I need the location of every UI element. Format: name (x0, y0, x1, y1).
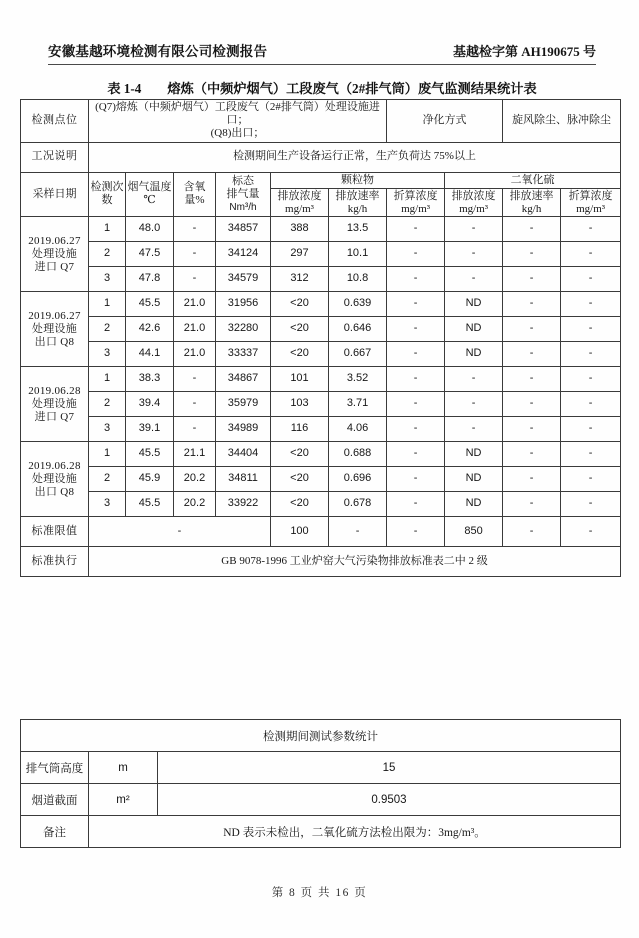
cell-times: 1 (89, 292, 126, 317)
cell-pm-adjusted: - (387, 317, 445, 342)
cell-oxygen: - (174, 417, 216, 442)
cell-flow: 33922 (216, 492, 271, 517)
cell-pm-concentration: <20 (271, 467, 329, 492)
cell-times: 1 (89, 442, 126, 467)
parameter-unit-duct-section: m² (89, 784, 158, 816)
sample-date-label: 2019.06.27 处理设施 进口 Q7 (21, 217, 89, 292)
cell-times: 2 (89, 317, 126, 342)
cell-so2-concentration: ND (445, 342, 503, 367)
cell-so2-concentration: - (445, 217, 503, 242)
cell-so2-concentration: ND (445, 292, 503, 317)
cell-pm-adjusted: - (387, 267, 445, 292)
parameter-row (21, 784, 621, 816)
cell-temperature: 48.0 (126, 217, 174, 242)
parameter-value-stack-height: 15 (158, 752, 621, 784)
remark-row (21, 816, 621, 848)
cell-temperature: 42.6 (126, 317, 174, 342)
table-header-row-1 (21, 172, 621, 189)
table-row (21, 317, 621, 342)
cell-temperature: 47.8 (126, 267, 174, 292)
cell-times: 1 (89, 217, 126, 242)
cell-times: 1 (89, 367, 126, 392)
table-row (21, 417, 621, 442)
cell-oxygen: 21.0 (174, 342, 216, 367)
cell-so2-adjusted: - (561, 267, 621, 292)
cell-oxygen: 21.0 (174, 292, 216, 317)
cell-so2-rate: - (503, 292, 561, 317)
cell-so2-adjusted: - (561, 242, 621, 267)
col-header-so2-concentration: 排放浓度 mg/m³ (445, 189, 503, 217)
cell-pm-adjusted: - (387, 467, 445, 492)
cell-flow: 35979 (216, 392, 271, 417)
cell-so2-rate: - (503, 217, 561, 242)
cell-so2-concentration: - (445, 392, 503, 417)
cell-pm-adjusted: - (387, 417, 445, 442)
col-header-so2-adjusted: 折算浓度 mg/m³ (561, 189, 621, 217)
table-row (21, 392, 621, 417)
detection-point-label: 检测点位 (21, 100, 89, 143)
standard-limit-so2-adjusted: - (561, 517, 621, 547)
cell-pm-rate: 3.52 (329, 367, 387, 392)
col-header-so2-rate: 排放速率 kg/h (503, 189, 561, 217)
cell-pm-adjusted: - (387, 242, 445, 267)
col-header-pm-concentration: 排放浓度 mg/m³ (271, 189, 329, 217)
cell-times: 2 (89, 467, 126, 492)
remark-label: 备注 (21, 816, 89, 848)
parameter-label-duct-section: 烟道截面 (21, 784, 89, 816)
cell-pm-concentration: 312 (271, 267, 329, 292)
cell-pm-rate: 3.71 (329, 392, 387, 417)
cell-flow: 34404 (216, 442, 271, 467)
standard-limit-so2-rate: - (503, 517, 561, 547)
table-row (21, 242, 621, 267)
cell-so2-rate: - (503, 392, 561, 417)
cell-pm-concentration: 116 (271, 417, 329, 442)
cell-so2-rate: - (503, 467, 561, 492)
monitoring-results-table (20, 99, 621, 577)
cell-pm-rate: 10.8 (329, 267, 387, 292)
cell-so2-rate: - (503, 242, 561, 267)
cell-so2-adjusted: - (561, 492, 621, 517)
stamp-artifact (620, 418, 634, 538)
sample-date-label: 2019.06.28 处理设施 进口 Q7 (21, 367, 89, 442)
cell-pm-rate: 0.688 (329, 442, 387, 467)
parameter-value-duct-section: 0.9503 (158, 784, 621, 816)
cell-temperature: 45.9 (126, 467, 174, 492)
cell-so2-adjusted: - (561, 392, 621, 417)
condition-label: 工况说明 (21, 142, 89, 172)
cell-so2-adjusted: - (561, 342, 621, 367)
col-header-flow: 标态 排气量 Nm³/h (216, 172, 271, 217)
col-header-temperature-unit: ℃ (143, 194, 156, 207)
cell-flow: 34857 (216, 217, 271, 242)
cell-pm-adjusted: - (387, 367, 445, 392)
cell-so2-adjusted: - (561, 367, 621, 392)
col-header-temperature: 烟气温度 ℃ (126, 172, 174, 217)
cell-pm-rate: 13.5 (329, 217, 387, 242)
cell-pm-concentration: <20 (271, 492, 329, 517)
cell-pm-concentration: <20 (271, 292, 329, 317)
cell-pm-adjusted: - (387, 342, 445, 367)
parameter-row (21, 752, 621, 784)
cell-oxygen: 21.1 (174, 442, 216, 467)
cell-flow: 34867 (216, 367, 271, 392)
table-row (21, 442, 621, 467)
cell-pm-rate: 0.678 (329, 492, 387, 517)
cell-temperature: 39.4 (126, 392, 174, 417)
cell-flow: 32280 (216, 317, 271, 342)
cell-times: 3 (89, 417, 126, 442)
cell-so2-concentration: ND (445, 442, 503, 467)
standard-limit-label: 标准限值 (21, 517, 89, 547)
parameter-label-stack-height: 排气筒高度 (21, 752, 89, 784)
document-header (48, 40, 596, 65)
parameters-caption: 检测期间测试参数统计 (21, 720, 621, 752)
cell-pm-concentration: <20 (271, 317, 329, 342)
company-name: 安徽基越环境检测有限公司检测报告 (48, 44, 268, 59)
standard-limit-left: - (89, 517, 271, 547)
test-parameters-table (20, 719, 621, 848)
standard-limit-so2-concentration: 850 (445, 517, 503, 547)
cell-pm-concentration: 103 (271, 392, 329, 417)
standard-limit-pm-concentration: 100 (271, 517, 329, 547)
cell-pm-rate: 0.639 (329, 292, 387, 317)
cell-pm-concentration: 101 (271, 367, 329, 392)
condition-value: 检测期间生产设备运行正常，生产负荷达 75%以上 (89, 142, 621, 172)
sample-date-label: 2019.06.28 处理设施 出口 Q8 (21, 442, 89, 517)
table-row (21, 492, 621, 517)
col-header-pm-adjusted: 折算浓度 mg/m³ (387, 189, 445, 217)
cell-flow: 34811 (216, 467, 271, 492)
cell-pm-concentration: 297 (271, 242, 329, 267)
cell-pm-rate: 4.06 (329, 417, 387, 442)
table-row (21, 367, 621, 392)
cell-pm-concentration: <20 (271, 442, 329, 467)
col-header-date: 采样日期 (21, 172, 89, 217)
cell-temperature: 38.3 (126, 367, 174, 392)
cell-pm-concentration: <20 (271, 342, 329, 367)
cell-so2-rate: - (503, 492, 561, 517)
condition-row (21, 142, 621, 172)
cell-flow: 31956 (216, 292, 271, 317)
page-number-text: 第 8 页 共 16 页 (271, 887, 368, 899)
cell-so2-adjusted: - (561, 417, 621, 442)
cell-so2-adjusted: - (561, 317, 621, 342)
cell-temperature: 45.5 (126, 292, 174, 317)
cell-temperature: 45.5 (126, 492, 174, 517)
parameters-caption-row (21, 720, 621, 752)
table-row (21, 467, 621, 492)
remark-value: ND 表示未检出，二氧化硫方法检出限为：3mg/m³。 (89, 816, 621, 848)
cell-flow: 34989 (216, 417, 271, 442)
cell-times: 3 (89, 342, 126, 367)
standard-execution-value: GB 9078-1996 工业炉窑大气污染物排放标准表二中 2 级 (89, 547, 621, 577)
col-header-pm-rate: 排放速率 kg/h (329, 189, 387, 217)
cell-so2-rate: - (503, 342, 561, 367)
cell-pm-adjusted: - (387, 217, 445, 242)
col-header-times: 检测次数 (89, 172, 126, 217)
cell-flow: 33337 (216, 342, 271, 367)
cell-so2-rate: - (503, 367, 561, 392)
table-caption (48, 78, 596, 97)
cell-oxygen: 21.0 (174, 317, 216, 342)
table-row (21, 342, 621, 367)
table-title: 熔炼（中频炉烟气）工段废气（2#排气筒）废气监测结果统计表 (167, 81, 537, 96)
cell-so2-concentration: - (445, 367, 503, 392)
col-header-flow-unit: Nm³/h (229, 201, 257, 213)
cell-oxygen: 20.2 (174, 492, 216, 517)
table-number: 表 1-4 (107, 81, 142, 96)
cell-pm-rate: 0.646 (329, 317, 387, 342)
table-row (21, 267, 621, 292)
col-group-sulfur-dioxide: 二氧化硫 (445, 172, 621, 189)
sample-date-label: 2019.06.27 处理设施 出口 Q8 (21, 292, 89, 367)
detection-point-line2: (Q8)出口； (210, 127, 265, 140)
cell-so2-adjusted: - (561, 442, 621, 467)
cell-times: 3 (89, 492, 126, 517)
cell-pm-adjusted: - (387, 292, 445, 317)
report-serial-number: 基越检字第 AH190675 号 (452, 44, 596, 59)
cell-times: 2 (89, 392, 126, 417)
cell-so2-concentration: - (445, 242, 503, 267)
cell-temperature: 45.5 (126, 442, 174, 467)
col-group-particulate: 颗粒物 (271, 172, 445, 189)
cell-so2-rate: - (503, 317, 561, 342)
cell-so2-concentration: - (445, 417, 503, 442)
cell-so2-adjusted: - (561, 217, 621, 242)
cell-times: 2 (89, 242, 126, 267)
standard-limit-pm-rate: - (329, 517, 387, 547)
col-header-oxygen: 含氧量% (174, 172, 216, 217)
cell-oxygen: - (174, 267, 216, 292)
cell-oxygen: - (174, 367, 216, 392)
parameter-unit-stack-height: m (89, 752, 158, 784)
page-footer (0, 884, 639, 900)
purification-method-value: 旋风除尘、脉冲除尘 (503, 100, 621, 143)
cell-so2-rate: - (503, 267, 561, 292)
cell-pm-rate: 10.1 (329, 242, 387, 267)
standard-limit-pm-adjusted: - (387, 517, 445, 547)
cell-times: 3 (89, 267, 126, 292)
table-row (21, 217, 621, 242)
cell-so2-adjusted: - (561, 467, 621, 492)
standard-execution-row (21, 547, 621, 577)
cell-pm-rate: 0.667 (329, 342, 387, 367)
standard-execution-label: 标准执行 (21, 547, 89, 577)
cell-pm-adjusted: - (387, 492, 445, 517)
standard-limit-row (21, 517, 621, 547)
purification-method-label: 净化方式 (387, 100, 503, 143)
cell-so2-concentration: ND (445, 467, 503, 492)
cell-oxygen: 20.2 (174, 467, 216, 492)
detection-point-value (89, 100, 387, 143)
cell-flow: 34579 (216, 267, 271, 292)
cell-pm-adjusted: - (387, 392, 445, 417)
cell-temperature: 47.5 (126, 242, 174, 267)
cell-so2-rate: - (503, 417, 561, 442)
cell-so2-concentration: ND (445, 317, 503, 342)
cell-so2-adjusted: - (561, 292, 621, 317)
cell-temperature: 44.1 (126, 342, 174, 367)
cell-pm-rate: 0.696 (329, 467, 387, 492)
cell-so2-rate: - (503, 442, 561, 467)
cell-oxygen: - (174, 217, 216, 242)
detection-point-line1: (Q7)熔炼（中频炉烟气）工段废气（2#排气筒）处理设施进口； (95, 101, 380, 127)
cell-pm-concentration: 388 (271, 217, 329, 242)
cell-pm-adjusted: - (387, 442, 445, 467)
table-row (21, 292, 621, 317)
cell-oxygen: - (174, 392, 216, 417)
cell-so2-concentration: ND (445, 492, 503, 517)
cell-oxygen: - (174, 242, 216, 267)
cell-temperature: 39.1 (126, 417, 174, 442)
cell-so2-concentration: - (445, 267, 503, 292)
cell-flow: 34124 (216, 242, 271, 267)
